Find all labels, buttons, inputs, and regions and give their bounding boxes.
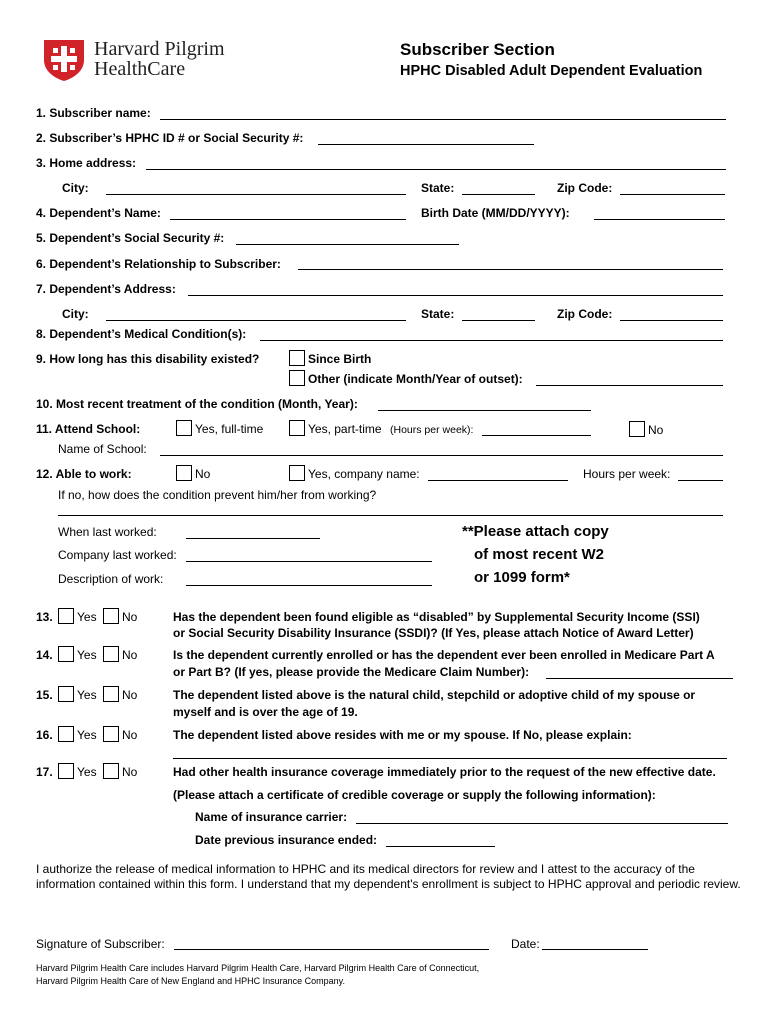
attach-note-3: or 1099 form* (474, 569, 570, 586)
q13-text-1: Has the dependent been found eligible as “disabled” by Supplemental Security Income (SSI) (173, 610, 700, 624)
subscriber-id-field[interactable] (318, 144, 534, 145)
q13-yes-checkbox[interactable] (58, 608, 74, 624)
recent-treatment-field[interactable] (378, 410, 591, 411)
q15-number: 15. (36, 688, 53, 702)
q17-no-checkbox[interactable] (103, 763, 119, 779)
city-label: City: (62, 181, 89, 195)
logo-shield-icon (42, 38, 86, 82)
state-label: State: (421, 181, 455, 195)
city-label-2: City: (62, 307, 89, 321)
relationship-field[interactable] (298, 269, 723, 270)
carrier-label: Name of insurance carrier: (195, 810, 348, 824)
school-hours-field[interactable] (482, 435, 591, 436)
q17-attach-text: (Please attach a certificate of credible coverage or supply the following information): (173, 788, 656, 802)
q15-yes-checkbox[interactable] (58, 686, 74, 702)
attach-note-1: **Please attach copy (462, 523, 609, 540)
school-full-time-checkbox[interactable] (176, 420, 192, 436)
school-no-checkbox[interactable] (629, 421, 645, 437)
work-no-checkbox[interactable] (176, 465, 192, 481)
home-zip-field[interactable] (620, 194, 725, 195)
other-onset-field[interactable] (536, 385, 723, 386)
signature-field[interactable] (174, 949, 489, 950)
since-birth-label: Since Birth (308, 352, 372, 366)
q15-text-1: The dependent listed above is the natural child, stepchild or adoptive child of my spouse or (173, 688, 696, 702)
description-work-field[interactable] (186, 585, 432, 586)
q6-label: 6. Dependent’s Relationship to Subscriber: (36, 257, 281, 271)
footer-line-1: Harvard Pilgrim Health Care includes Harvard Pilgrim Health Care, Harvard Pilgrim Health Care of Connecticut, (36, 963, 480, 973)
signature-date-field[interactable] (542, 949, 648, 950)
work-prevent-field[interactable] (58, 515, 723, 516)
q14-no-checkbox[interactable] (103, 646, 119, 662)
page-subtitle: HPHC Disabled Adult Dependent Evaluation (400, 63, 703, 79)
since-birth-checkbox[interactable] (289, 350, 305, 366)
state-label-2: State: (421, 307, 455, 321)
date-ended-field[interactable] (386, 846, 495, 847)
authorization-text: I authorize the release of medical information to HPHC and its medical directors for review and I attest to the accuracy of the information contained within this form. I understand that my dependent's enrollment is subject to HPHC approval and periodic review. (36, 862, 741, 891)
school-full-time-label: Yes, full-time (195, 422, 264, 436)
attach-note-2: of most recent W2 (474, 546, 605, 563)
footer-line-2: Harvard Pilgrim Health Care of New England and HPHC Insurance Company. (36, 976, 345, 986)
subscriber-name-field[interactable] (160, 119, 726, 120)
q15-no-label: No (122, 688, 138, 702)
other-onset-label: Other (indicate Month/Year of outset): (308, 372, 523, 386)
q14-no-label: No (122, 648, 138, 662)
work-prevent-label: If no, how does the condition prevent him/her from working? (58, 488, 377, 502)
q17-number: 17. (36, 765, 53, 779)
other-onset-checkbox[interactable] (289, 370, 305, 386)
q15-no-checkbox[interactable] (103, 686, 119, 702)
date-ended-label: Date previous insurance ended: (195, 833, 378, 847)
dependent-city-field[interactable] (106, 320, 406, 321)
q1-label: 1. Subscriber name: (36, 106, 151, 120)
work-hours-label: Hours per week: (583, 467, 671, 481)
home-address-field[interactable] (146, 169, 726, 170)
description-work-label: Description of work: (58, 572, 164, 586)
dependent-state-field[interactable] (462, 320, 535, 321)
birth-date-label: Birth Date (MM/DD/YYYY): (421, 206, 570, 220)
q13-no-checkbox[interactable] (103, 608, 119, 624)
q16-yes-checkbox[interactable] (58, 726, 74, 742)
q7-label: 7. Dependent’s Address: (36, 282, 176, 296)
work-yes-label: Yes, company name: (308, 467, 420, 481)
work-hours-field[interactable] (678, 480, 723, 481)
q16-number: 16. (36, 728, 53, 742)
q14-text-1: Is the dependent currently enrolled or has the dependent ever been enrolled in Medicare Part A (173, 648, 715, 662)
company-last-worked-label: Company last worked: (58, 548, 177, 562)
home-state-field[interactable] (462, 194, 535, 195)
school-part-time-hours-label: (Hours per week): (390, 424, 474, 436)
medical-condition-field[interactable] (260, 340, 723, 341)
carrier-field[interactable] (356, 823, 728, 824)
dependent-zip-field[interactable] (620, 320, 723, 321)
q4-label: 4. Dependent’s Name: (36, 206, 161, 220)
q15-yes-label: Yes (77, 688, 97, 702)
zip-label: Zip Code: (557, 181, 613, 195)
q13-number: 13. (36, 610, 53, 624)
q16-yes-label: Yes (77, 728, 97, 742)
dependent-name-field[interactable] (170, 219, 406, 220)
when-last-worked-field[interactable] (186, 538, 320, 539)
dependent-address-field[interactable] (188, 295, 723, 296)
signature-date-label: Date: (511, 937, 540, 951)
q3-label: 3. Home address: (36, 156, 137, 170)
company-name-field[interactable] (428, 480, 568, 481)
q17-text-1: Had other health insurance coverage immediately prior to the request of the new effective date. (173, 765, 716, 779)
resides-explain-field[interactable] (173, 758, 727, 759)
q17-yes-checkbox[interactable] (58, 763, 74, 779)
q16-no-label: No (122, 728, 138, 742)
home-city-field[interactable] (106, 194, 406, 195)
work-no-label: No (195, 467, 211, 481)
q8-label: 8. Dependent’s Medical Condition(s): (36, 327, 247, 341)
medicare-claim-field[interactable] (546, 678, 733, 679)
logo-line2: HealthCare (94, 58, 186, 80)
q12-label: 12. Able to work: (36, 467, 132, 481)
q16-text-1: The dependent listed above resides with me or my spouse. If No, please explain: (173, 728, 632, 742)
q14-text-2: or Part B? (If yes, please provide the Medicare Claim Number): (173, 665, 530, 679)
q2-label: 2. Subscriber’s HPHC ID # or Social Security #: (36, 131, 304, 145)
signature-label: Signature of Subscriber: (36, 937, 165, 951)
q15-text-2: myself and is over the age of 19. (173, 705, 358, 719)
school-no-label: No (648, 423, 664, 437)
q13-text-2: or Social Security Disability Insurance (SSDI)? (If Yes, please attach Notice of Award Letter) (173, 626, 694, 640)
q13-no-label: No (122, 610, 138, 624)
q17-yes-label: Yes (77, 765, 97, 779)
logo-line1: Harvard Pilgrim (94, 38, 225, 60)
dependent-ssn-field[interactable] (236, 244, 459, 245)
zip-label-2: Zip Code: (557, 307, 613, 321)
page-title: Subscriber Section (400, 40, 555, 59)
q5-label: 5. Dependent’s Social Security #: (36, 231, 225, 245)
q13-yes-label: Yes (77, 610, 97, 624)
school-part-time-checkbox[interactable] (289, 420, 305, 436)
q9-label: 9. How long has this disability existed? (36, 352, 260, 366)
school-name-field[interactable] (160, 455, 723, 456)
school-part-time-label: Yes, part-time (308, 422, 382, 436)
q14-yes-checkbox[interactable] (58, 646, 74, 662)
q10-label: 10. Most recent treatment of the condition (Month, Year): (36, 397, 358, 411)
q14-number: 14. (36, 648, 53, 662)
company-last-worked-field[interactable] (186, 561, 432, 562)
work-yes-checkbox[interactable] (289, 465, 305, 481)
birth-date-field[interactable] (594, 219, 725, 220)
school-name-label: Name of School: (58, 442, 147, 456)
when-last-worked-label: When last worked: (58, 525, 157, 539)
q14-yes-label: Yes (77, 648, 97, 662)
q11-label: 11. Attend School: (36, 422, 141, 436)
q16-no-checkbox[interactable] (103, 726, 119, 742)
q17-no-label: No (122, 765, 138, 779)
